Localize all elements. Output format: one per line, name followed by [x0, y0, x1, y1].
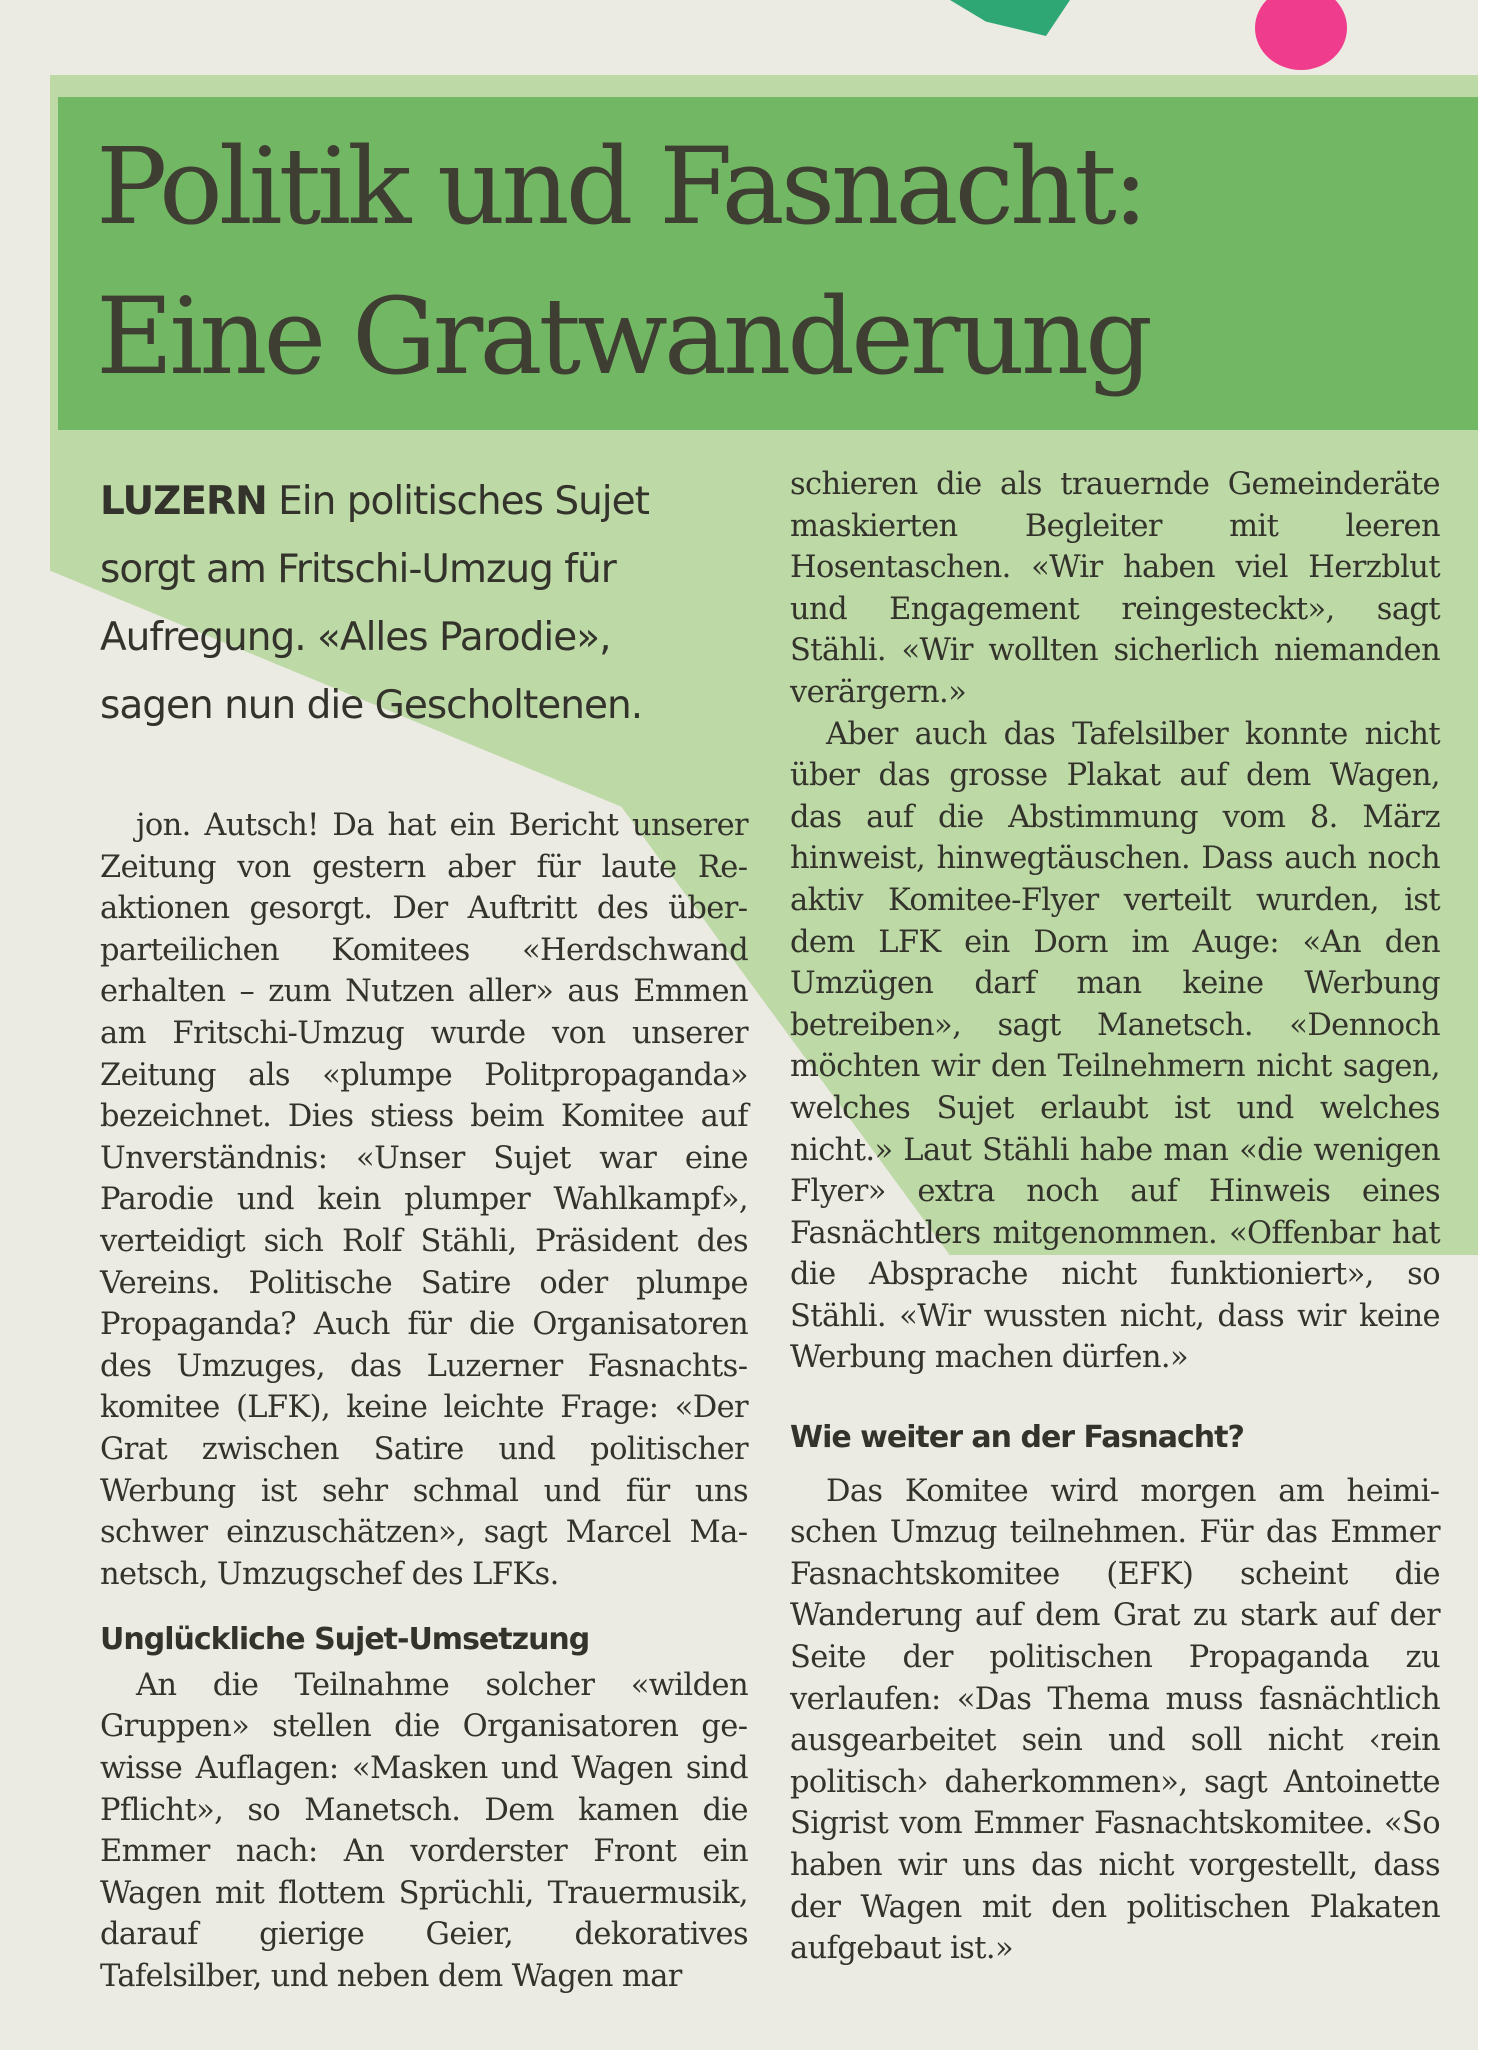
article-column-right [790, 464, 1440, 1970]
body-paragraph: schieren die als trauernde Gemeinderäte maskierten Begleiter mit leeren Hosentaschen. «Wir haben viel Herzblut und Engagement reingesteckt», sagt Stähli. «Wir wollten sicherlich niemanden verärgern.» [790, 467, 1440, 710]
subheading: Wie weiter an der Fasnacht? [790, 1420, 1244, 1456]
dateline: LUZERN [100, 479, 267, 524]
headline [96, 112, 1476, 412]
body-paragraph: Das Komitee wird morgen am heimischen Umzug teilnehmen. Für das Emmer Fasnachtskomitee (EFK) scheint die Wanderung auf dem Grat zu stark auf der Seite der politischen Propaganda zu verlaufen: «Das Thema muss fasnächtlich ausgearbeitet sein und soll nicht ‹rein politisch› daherkommen», sagt Antoinette Sigrist vom Emmer Fasnachtskomitee. «So haben wir uns das nicht vorgestellt, dass der Wagen mit den politischen Plakaten aufgebaut ist.» [790, 1473, 1440, 1967]
headline-line-2: Eine Gratwanderung [96, 275, 1149, 398]
lead-text: Ein politisches Sujet sorgt am Fritschi-Umzug für Aufregung. «Alles Parodie», sagen nun die Gescholtenen. [100, 479, 649, 728]
subheading: Unglückliche Sujet-Umsetzung [100, 1622, 590, 1658]
article-column-left [100, 805, 748, 1998]
headline-line-1: Politik und Fasnacht: [96, 125, 1145, 248]
body-paragraph: Aber auch das Tafelsilber konnte nicht über das grosse Plakat auf dem Wagen, das auf die Abstimmung vom 8. März hinweist, hinwegtäuschen. Dass auch noch aktiv Komitee-Flyer verteilt wurden, ist dem LFK ein Dorn im Auge: «An den Umzügen darf man keine Werbung betreiben», sagt Manetsch. «Dennoch möchten wir den Teilnehmern nicht sagen, welches Sujet erlaubt ist und welches nicht.» Laut Stähli habe man «die wenigen Flyer» extra noch auf Hinweis eines Fasnächtlers mitgenommen. «Offenbar hat die Absprache nicht funktioniert», so Stähli. «Wir wussten nicht, dass wir keine Werbung machen dürfen.» [790, 716, 1440, 1376]
body-paragraph: jon. Autsch! Da hat ein Bericht unserer Zeitung von gestern aber für laute Reaktionen gesorgt. Der Auftritt des überparteilichen Komitees «Herdschwand erhalten – zum Nutzen aller» aus Emmen am Fritschi-Umzug wurde von unserer Zeitung als «plumpe Politpropaganda» bezeichnet. Dies stiess beim Komitee auf Unverständnis: «Unser Sujet war eine Parodie und kein plumper Wahlkampf», verteidigt sich Rolf Stähli, Präsident des Vereins. Politische Satire oder plumpe Propaganda? Auch für die Organisatoren des Umzuges, das Luzerner Fasnachtskomitee (LFK), keine leichte Frage: «Der Grat zwischen Satire und politischer Werbung ist sehr schmal und für uns schwer einzuschätzen», sagt Marcel Manetsch, Umzugschef des LFKs. [100, 808, 748, 1592]
body-paragraph: An die Teilnahme solcher «wilden Gruppen» stellen die Organisatoren gewisse Auflagen: «Masken und Wagen sind Pflicht», so Manetsch. Dem kamen die Emmer nach: An vorderster Front ein Wagen mit flottem Sprüchli, Trauermusik, darauf gierige Geier, dekoratives Tafelsilber, und neben dem Wagen mar [100, 1667, 748, 1995]
lead-paragraph [100, 468, 720, 740]
